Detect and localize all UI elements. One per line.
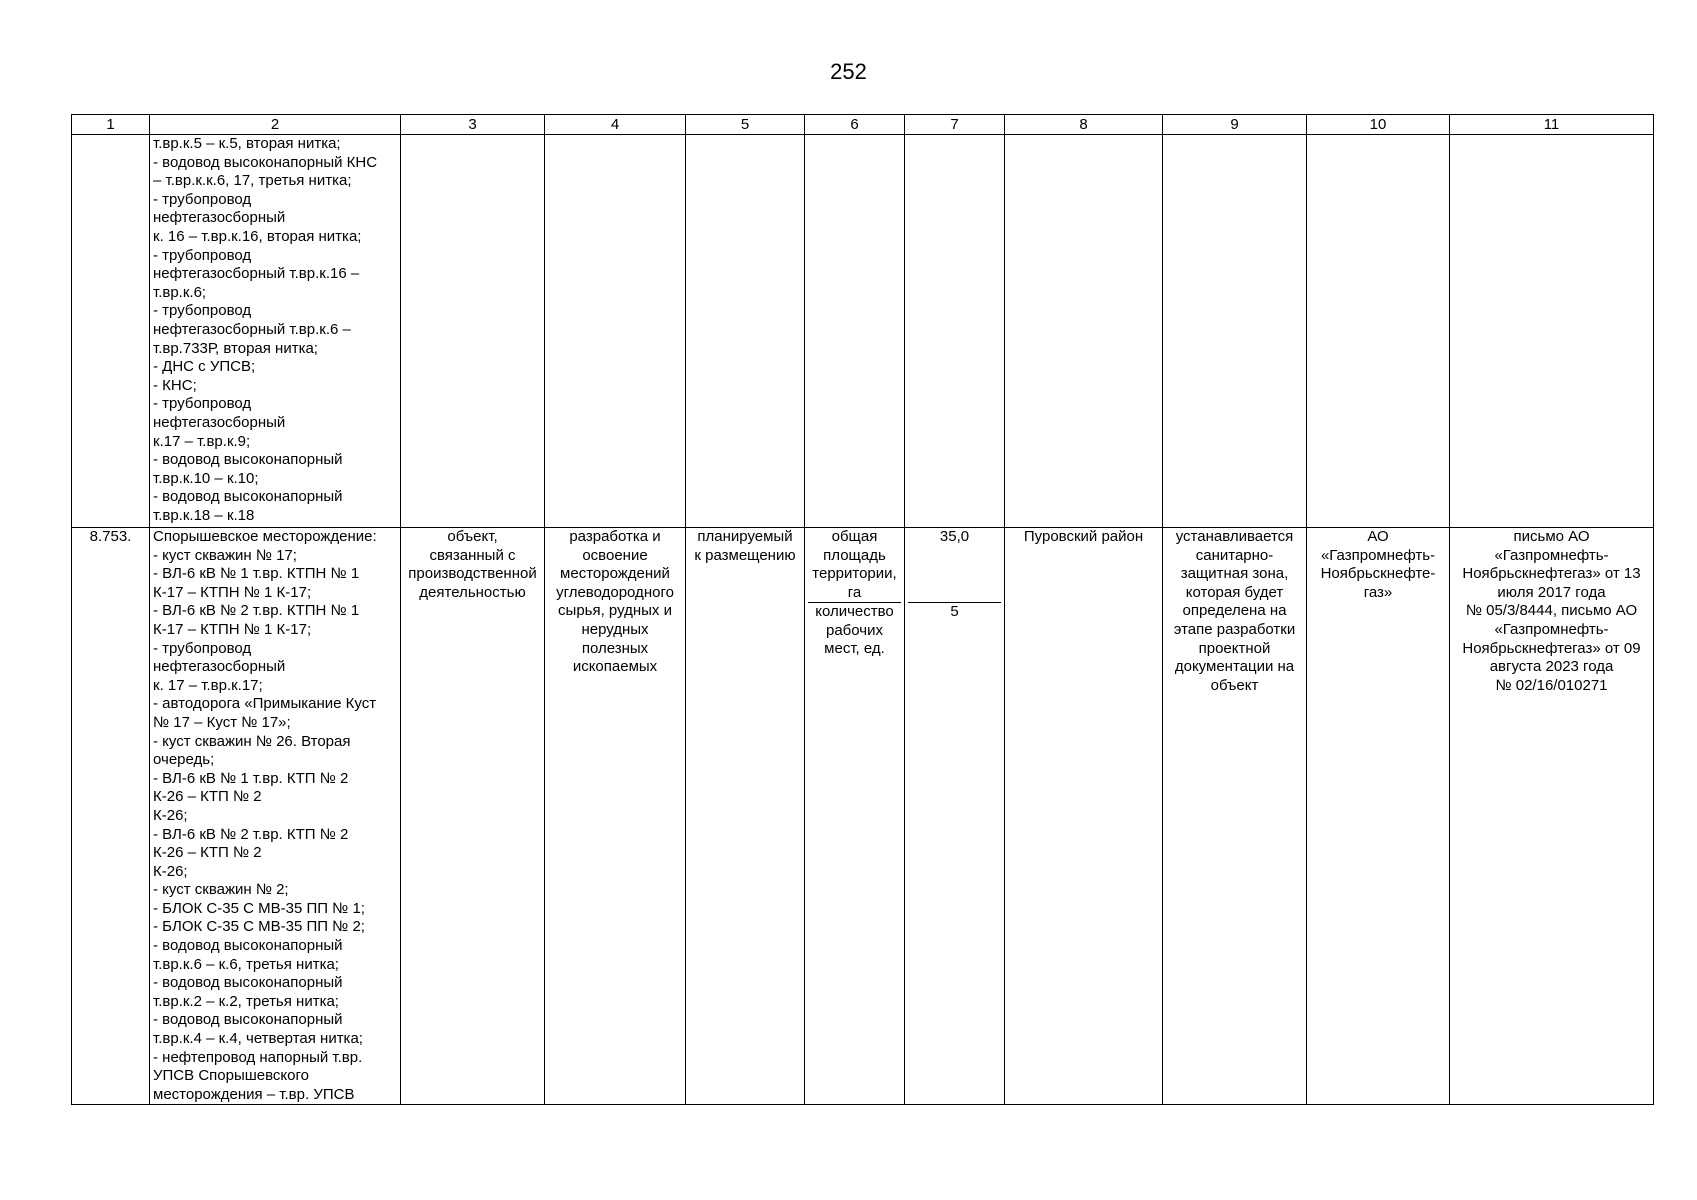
text-line: сырья, рудных и (558, 602, 672, 620)
text-line: нефтегазосборный т.вр.к.6 – (153, 320, 351, 338)
text-line: территории, (812, 565, 897, 583)
text-line: ископаемых (572, 658, 658, 676)
text-line: - ВЛ-6 кВ № 1 т.вр. КТП № 2 (153, 769, 349, 787)
object-list (153, 528, 397, 1104)
zone-cell (1163, 528, 1307, 1105)
text-line: т.вр.к.18 – к.18 (153, 506, 255, 524)
text-line: - КНС; (153, 376, 197, 394)
text-line: деятельностью (419, 583, 526, 601)
text-line: - водовод высоконапорный (153, 451, 343, 469)
text-line: площадь (823, 546, 886, 564)
text-line: освоение (582, 546, 648, 564)
text-line: планируемый (697, 528, 793, 545)
text-line: Ноябрьскнефте- (1320, 565, 1436, 583)
page-number: 252 (830, 59, 867, 84)
row-number-cell: 8.753. (72, 528, 150, 1105)
text-line: К-26 – КТП № 2 (153, 844, 262, 862)
text-line: - автодорога «Примыкание Куст (153, 695, 377, 713)
text-line: к. 17 – т.вр.к.17; (153, 676, 263, 694)
text-line: - ДНС с УПСВ; (153, 358, 256, 376)
text-line: рабочих (826, 621, 883, 639)
purpose-cell (545, 528, 686, 1105)
text-line: т.вр.к.5 – к.5, вторая нитка; (153, 135, 341, 152)
text-line: документации на (1174, 658, 1295, 676)
zone-text (1166, 528, 1303, 695)
purpose (548, 528, 682, 677)
text-line: К-17 – КТПН № 1 К-17; (153, 583, 312, 601)
text-line: № 05/3/8444, письмо АО (1465, 602, 1638, 620)
text-line: Ноябрьскнефтегаз» от 09 (1462, 639, 1641, 657)
text-line: - водовод высоконапорный (153, 1011, 343, 1029)
text-line: К-26; (153, 806, 188, 824)
text-line: производственной (408, 565, 537, 583)
table-row (72, 135, 1654, 528)
object-list (153, 135, 397, 525)
text-line: санитарно- (1195, 546, 1274, 564)
text-line: т.вр.к.2 – к.2, третья нитка; (153, 992, 339, 1010)
text-line: - куст скважин № 17; (153, 546, 297, 564)
text-line: проектной (1198, 639, 1271, 657)
text-line: письмо АО (1513, 528, 1590, 545)
text-line: нефтегазосборный (153, 413, 286, 431)
column-header: 1 (72, 115, 150, 135)
text-line: очередь; (153, 751, 215, 769)
table-row (72, 528, 1654, 1105)
text-line: УПСВ Спорышевского (153, 1067, 309, 1085)
column-number-row (72, 115, 1654, 135)
text-line: № 02/16/010271 (1495, 676, 1608, 694)
text-line: т.вр.733Р, вторая нитка; (153, 339, 318, 357)
location-cell: Пуровский район (1005, 528, 1163, 1105)
text-line: К-17 – КТПН № 1 К-17; (153, 620, 312, 638)
text-line: - водовод высоконапорный (153, 974, 343, 992)
text-line: - водовод высоконапорный (153, 488, 343, 506)
text-line: объект (1210, 676, 1259, 694)
area-value: 35,0 (908, 528, 1001, 603)
text-line: нерудных (581, 620, 649, 638)
text-line: - трубопровод (153, 639, 252, 657)
empty-cell (686, 135, 805, 528)
column-header: 10 (1307, 115, 1450, 135)
text-line: К-26; (153, 862, 188, 880)
column-header: 11 (1450, 115, 1654, 135)
document-table (71, 114, 1654, 1105)
text-line: Спорышевское месторождение: (153, 528, 377, 545)
empty-cell (805, 135, 905, 528)
object-list-cell (150, 528, 401, 1105)
empty-cell (1450, 135, 1654, 528)
text-line: разработка и (569, 528, 661, 545)
text-line: к.17 – т.вр.к.9; (153, 432, 251, 450)
column-header: 5 (686, 115, 805, 135)
text-line: связанный с (429, 546, 516, 564)
column-header: 2 (150, 115, 401, 135)
object-type-cell (401, 528, 545, 1105)
object-list-cell (150, 135, 401, 528)
empty-cell (1163, 135, 1307, 528)
text-line: - нефтепровод напорный т.вр. (153, 1048, 363, 1066)
column-header: 3 (401, 115, 545, 135)
text-line: общая (831, 528, 878, 545)
text-line: углеводородного (556, 583, 674, 601)
text-line: - трубопровод (153, 190, 252, 208)
text-line: количество (815, 603, 894, 620)
text-line: - трубопровод (153, 246, 252, 264)
text-line: этапе разработки (1173, 620, 1296, 638)
text-line: т.вр.к.4 – к.4, четвертая нитка; (153, 1030, 363, 1048)
text-line: месторождения – т.вр. УПСВ (153, 1085, 355, 1103)
text-line: - куст скважин № 2; (153, 881, 289, 899)
column-header: 7 (905, 115, 1005, 135)
column-header: 9 (1163, 115, 1307, 135)
text-line: объект, (447, 528, 498, 545)
text-line: - БЛОК С-35 С МВ-35 ПП № 2; (153, 918, 365, 936)
basis-cell (1450, 528, 1654, 1105)
text-line: - трубопровод (153, 302, 252, 320)
object-type (404, 528, 541, 602)
empty-cell (905, 135, 1005, 528)
text-line: к. 16 – т.вр.к.16, вторая нитка; (153, 227, 362, 245)
empty-cell (1307, 135, 1450, 528)
text-line: «Газпромнефть- (1494, 546, 1609, 564)
jobs-label (808, 603, 901, 659)
text-line: нефтегазосборный (153, 209, 286, 227)
text-line: – т.вр.к.к.6, 17, третья нитка; (153, 172, 352, 190)
empty-cell (401, 135, 545, 528)
status-cell (686, 528, 805, 1105)
text-line: - ВЛ-6 кВ № 2 т.вр. КТПН № 1 (153, 602, 360, 620)
text-line: К-26 – КТП № 2 (153, 788, 262, 806)
text-line: защитная зона, (1180, 565, 1289, 583)
text-line: т.вр.к.6 – к.6, третья нитка; (153, 955, 339, 973)
organization-text (1310, 528, 1446, 602)
text-line: нефтегазосборный (153, 658, 286, 676)
empty-cell (1005, 135, 1163, 528)
text-line: месторождений (560, 565, 670, 583)
text-line: к размещению (694, 546, 796, 564)
text-line: Ноябрьскнефтегаз» от 13 (1462, 565, 1641, 583)
text-line: - ВЛ-6 кВ № 1 т.вр. КТПН № 1 (153, 565, 360, 583)
text-line: «Газпромнефть- (1320, 546, 1436, 564)
organization-cell (1307, 528, 1450, 1105)
status (689, 528, 801, 565)
text-line: - ВЛ-6 кВ № 2 т.вр. КТП № 2 (153, 825, 349, 843)
jobs-value: 5 (950, 603, 959, 620)
text-line: определена на (1182, 602, 1287, 620)
characteristics-values-cell (905, 528, 1005, 1105)
text-line: - куст скважин № 26. Вторая (153, 732, 351, 750)
column-header: 8 (1005, 115, 1163, 135)
text-line: га (847, 583, 862, 601)
text-line: мест, ед. (824, 640, 885, 658)
text-line: - трубопровод (153, 395, 252, 413)
text-line: - БЛОК С-35 С МВ-35 ПП № 1; (153, 899, 365, 917)
characteristics-cell (805, 528, 905, 1105)
area-label (808, 528, 901, 603)
column-header: 6 (805, 115, 905, 135)
basis-text (1453, 528, 1650, 695)
text-line: № 17 – Куст № 17»; (153, 713, 291, 731)
text-line: «Газпромнефть- (1494, 620, 1609, 638)
text-line: июля 2017 года (1497, 583, 1606, 601)
text-line: августа 2023 года (1489, 658, 1614, 676)
text-line: т.вр.к.10 – к.10; (153, 469, 259, 487)
empty-cell (545, 135, 686, 528)
text-line: которая будет (1185, 583, 1284, 601)
text-line: - водовод высоконапорный КНС (153, 153, 378, 171)
text-line: - водовод высоконапорный (153, 937, 343, 955)
column-header: 4 (545, 115, 686, 135)
row-number-cell (72, 135, 150, 528)
text-line: полезных (581, 639, 649, 657)
text-line: устанавливается (1175, 528, 1294, 545)
text-line: т.вр.к.6; (153, 283, 207, 301)
text-line: нефтегазосборный т.вр.к.16 – (153, 265, 360, 283)
text-line: АО (1367, 528, 1389, 545)
text-line: газ» (1363, 583, 1393, 601)
